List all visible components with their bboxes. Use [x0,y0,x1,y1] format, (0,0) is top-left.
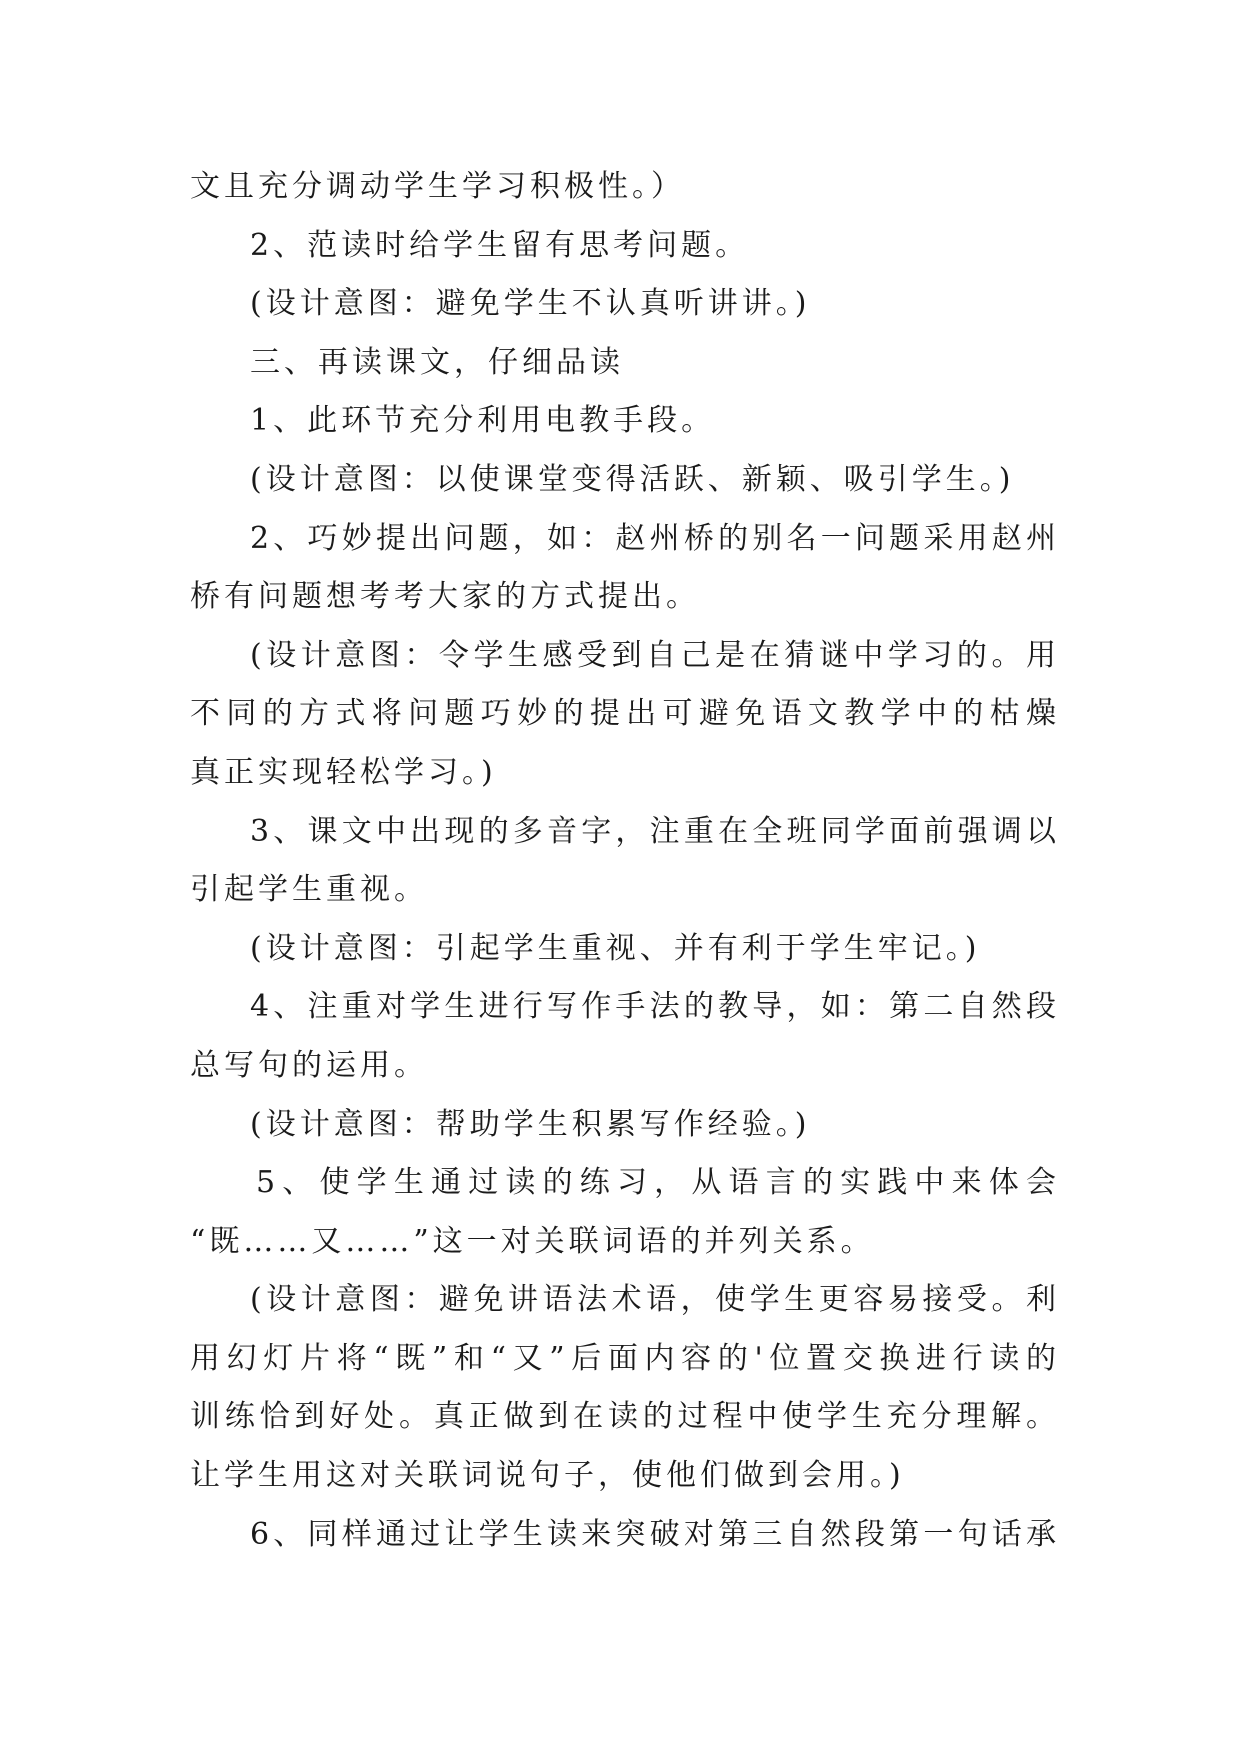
body-text [190,158,1060,1564]
text-line: 训练恰到好处。真正做到在读的过程中使学生充分理解。 [190,1399,1060,1435]
section-heading: 三、再读课文，仔细品读 [250,344,624,380]
text-line: (设计意图：帮助学生积累写作经验。) [250,1106,811,1142]
text-line: (设计意图：令学生感受到自己是在猜谜中学习的。用 [250,637,1060,673]
text-line: (设计意图：避免学生不认真听讲讲。) [250,286,811,322]
text-line: (设计意图：避免讲语法术语，使学生更容易接受。利 [250,1282,1060,1318]
text-line: 6、同样通过让学生读来突破对第三自然段第一句话承 [250,1516,1060,1552]
text-line: (设计意图：引起学生重视、并有利于学生牢记。) [250,930,981,966]
text-line: 总写句的运用。 [190,1047,428,1083]
text-line: 引起学生重视。 [190,872,428,908]
text-line: 文且充分调动学生学习积极性。） [190,169,685,204]
text-line: “既……又……”这一对关联词语的并列关系。 [190,1223,875,1259]
text-line: 不同的方式将问题巧妙的提出可避免语文教学中的枯燥 [190,696,1060,732]
text-line: 1、此环节充分利用电教手段。 [250,403,716,439]
text-line: 4、注重对学生进行写作手法的教导，如：第二自然段 [250,989,1060,1025]
text-line: 让学生用这对关联词说句子，使他们做到会用。) [190,1458,905,1494]
text-line: 桥有问题想考考大家的方式提出。 [190,579,700,615]
text-line: 用幻灯片将“既”和“又”后面内容的'位置交换进行读的 [190,1340,1060,1376]
text-line: 5、使学生通过读的练习，从语言的实践中来体会 [256,1165,1060,1201]
text-line: 3、课文中出现的多音字，注重在全班同学面前强调以 [250,813,1060,849]
text-line: 2、巧妙提出问题，如：赵州桥的别名一问题采用赵州 [250,520,1060,556]
text-line: 2、范读时给学生留有思考问题。 [250,227,750,263]
text-line: (设计意图：以使课堂变得活跃、新颖、吸引学生。) [250,461,1015,497]
text-line: 真正实现轻松学习。) [190,754,497,790]
